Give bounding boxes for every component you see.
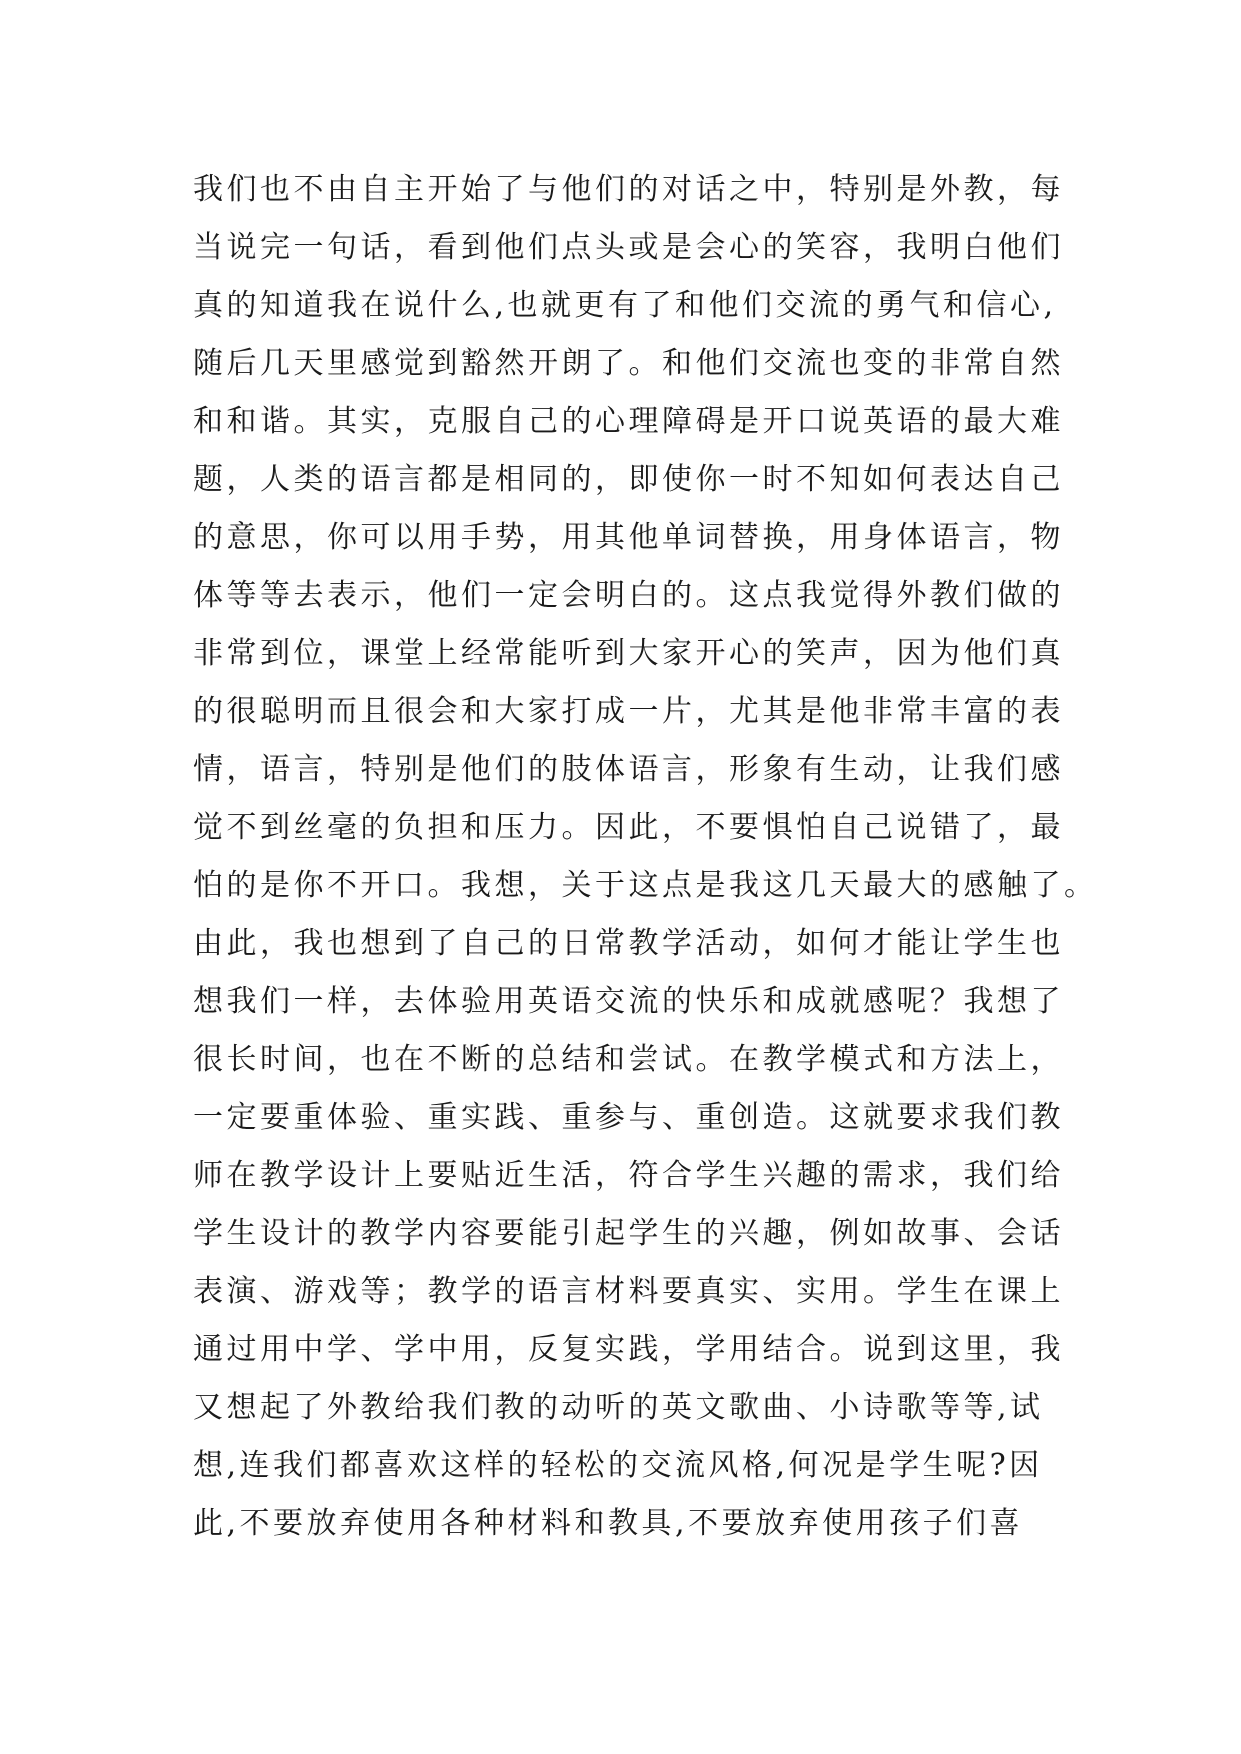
text-line: 随后几天里感觉到豁然开朗了。和他们交流也变的非常自然 (193, 346, 1064, 381)
text-line: 当说完一句话，看到他们点头或是会心的笑容，我明白他们 (193, 230, 1064, 265)
text-line: 情，语言，特别是他们的肢体语言，形象有生动，让我们感 (193, 752, 1064, 787)
text-line: 题，人类的语言都是相同的，即使你一时不知如何表达自己 (193, 462, 1064, 497)
text-line: 的意思，你可以用手势，用其他单词替换，用身体语言，物 (193, 520, 1064, 555)
text-line: 由此，我也想到了自己的日常教学活动，如何才能让学生也 (193, 926, 1064, 961)
text-line: 我们也不由自主开始了与他们的对话之中，特别是外教，每 (193, 172, 1064, 207)
text-line: 一定要重体验、重实践、重参与、重创造。这就要求我们教 (193, 1100, 1064, 1135)
text-line: 体等等去表示，他们一定会明白的。这点我觉得外教们做的 (193, 578, 1064, 613)
text-line: 怕的是你不开口。我想，关于这点是我这几天最大的感触了。 (193, 868, 1098, 903)
text-line: 想我们一样，去体验用英语交流的快乐和成就感呢？我想了 (193, 984, 1064, 1019)
body-text (193, 161, 1098, 1553)
text-line: 表演、游戏等；教学的语言材料要真实、实用。学生在课上 (193, 1274, 1064, 1309)
text-line: 通过用中学、学中用，反复实践，学用结合。说到这里，我 (193, 1332, 1064, 1367)
text-line: 觉不到丝毫的负担和压力。因此，不要惧怕自己说错了，最 (193, 810, 1064, 845)
text-line: 此,不要放弃使用各种材料和教具,不要放弃使用孩子们喜 (193, 1506, 1024, 1541)
text-line: 非常到位，课堂上经常能听到大家开心的笑声，因为他们真 (193, 636, 1064, 671)
text-line: 想,连我们都喜欢这样的轻松的交流风格,何况是学生呢?因 (193, 1448, 1043, 1483)
text-line: 学生设计的教学内容要能引起学生的兴趣，例如故事、会话 (193, 1216, 1064, 1251)
text-line: 又想起了外教给我们教的动听的英文歌曲、小诗歌等等,试 (193, 1390, 1044, 1425)
text-line: 师在教学设计上要贴近生活，符合学生兴趣的需求，我们给 (193, 1158, 1064, 1193)
text-line: 的很聪明而且很会和大家打成一片，尤其是他非常丰富的表 (193, 694, 1064, 729)
text-line: 和和谐。其实，克服自己的心理障碍是开口说英语的最大难 (193, 404, 1064, 439)
text-line: 真的知道我在说什么,也就更有了和他们交流的勇气和信心, (193, 288, 1057, 323)
text-line: 很长时间，也在不断的总结和尝试。在教学模式和方法上， (193, 1042, 1064, 1077)
